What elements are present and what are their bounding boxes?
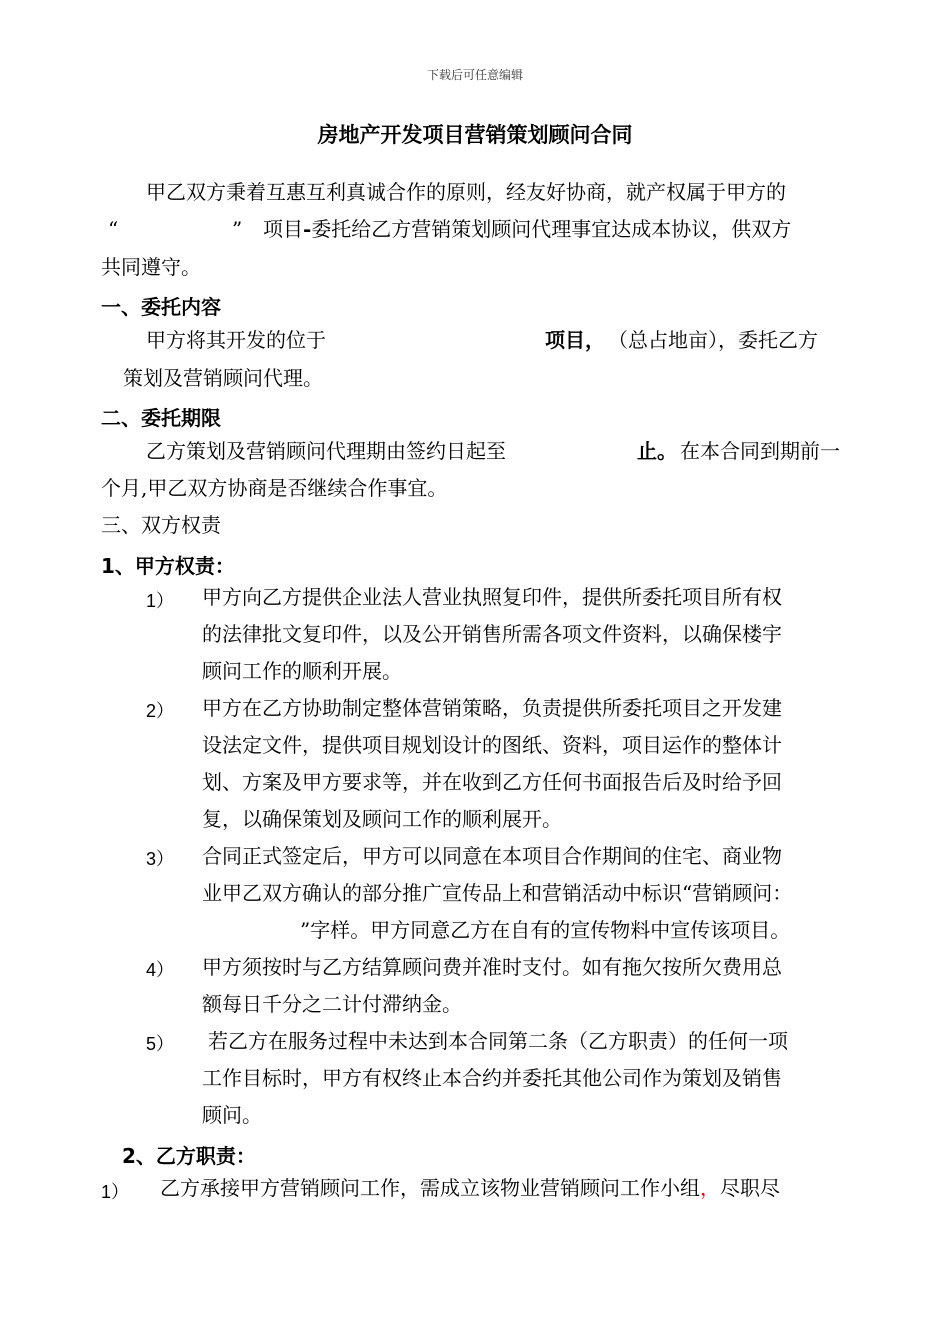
sec2-line-1a: 乙方策划及营销顾问代理期由签约日起至 <box>146 439 506 463</box>
item-1-line-1: 甲方向乙方提供企业法人营业执照复印件，提供所委托项目所有权 <box>202 585 782 609</box>
item-3-line-3: ”字样。甲方同意乙方在自有的宣传物料中宣传该项目。 <box>300 918 791 942</box>
page-header-note: 下载后可任意编辑 <box>426 68 523 82</box>
sec3-sub-2: 2、乙方职责： <box>122 1144 256 1168</box>
item-4-line-1: 甲方须按时与乙方结算顾问费并准时支付。如有拖欠按所欠费用总 <box>202 955 782 979</box>
item-2-line-2: 设法定文件，提供项目规划设计的图纸、资料，项目运作的整体计 <box>202 733 782 757</box>
b-item-1-tail: 尽职尽 <box>720 1176 780 1200</box>
sec3-sub-1: 1、甲方权责： <box>101 554 235 578</box>
item-3-line-1: 合同正式签定后，甲方可以同意在本项目合作期间的住宅、商业物 <box>202 844 782 868</box>
intro-project-word: 项目 <box>263 217 303 241</box>
sec2-line-2: 个月,甲乙双方协商是否继续合作事宜。 <box>101 476 448 500</box>
b-item-1-number: 1） <box>101 1182 130 1202</box>
item-2-line-4: 复，以确保策划及顾问工作的顺利展开。 <box>202 807 562 831</box>
sec1-line-2: 策划及营销顾问代理。 <box>123 366 323 390</box>
item-2-line-3: 划、方案及甲方要求等，并在收到乙方任何书面报告后及时给予回 <box>202 770 782 794</box>
intro-close-quote: ” <box>232 217 243 241</box>
item-4-number: 4） <box>146 960 175 980</box>
b-item-1-text: 乙方承接甲方营销顾问工作，需成立该物业营销顾问工作小组 <box>160 1176 700 1200</box>
intro-line-2-rest: 委托给乙方营销策划顾问代理事宜达成本协议，供双方 <box>311 217 792 241</box>
b-item-1-red-comma: ， <box>700 1176 720 1200</box>
b-item-1-line <box>160 1176 780 1200</box>
intro-line-1: 甲乙双方秉着互惠互利真诚合作的原则，经友好协商，就产权属于甲方的 <box>146 180 786 204</box>
item-2-number: 2） <box>146 701 175 721</box>
item-5-line-3: 顾问。 <box>202 1103 262 1127</box>
sec2-line-1b: 止。 <box>637 439 677 463</box>
section-1-heading: 一、委托内容 <box>101 295 221 319</box>
intro-dash: - <box>303 217 312 241</box>
item-3-number: 3） <box>146 849 175 869</box>
item-5-line-1: 若乙方在服务过程中未达到本合同第二条（乙方职责）的任何一项 <box>208 1029 788 1053</box>
sec1-line-1b: 项目， <box>545 328 605 352</box>
section-3-heading: 三、双方权责 <box>101 513 221 537</box>
sec2-line-1c: 在本合同到期前一 <box>680 439 840 463</box>
intro-open-quote: “ <box>108 217 119 241</box>
item-1-line-3: 顾问工作的顺利开展。 <box>202 659 402 683</box>
section-2-heading: 二、委托期限 <box>101 406 221 430</box>
sec1-line-1a: 甲方将其开发的位于 <box>146 328 326 352</box>
contract-title: 房地产开发项目营销策划顾问合同 <box>317 122 633 147</box>
item-5-line-2: 工作目标时，甲方有权终止本合约并委托其他公司作为策划及销售 <box>202 1066 782 1090</box>
sec1-line-1c: （总占地亩），委托乙方 <box>608 328 818 352</box>
item-1-number: 1） <box>146 591 175 611</box>
intro-line-3: 共同遵守。 <box>101 255 201 279</box>
item-2-line-1: 甲方在乙方协助制定整体营销策略，负责提供所委托项目之开发建 <box>202 696 782 720</box>
item-4-line-2: 额每日千分之二计付滞纳金。 <box>202 992 462 1016</box>
item-1-line-2: 的法律批文复印件，以及公开销售所需各项文件资料，以确保楼宇 <box>202 622 782 646</box>
intro-line-2 <box>263 217 791 241</box>
item-5-number: 5） <box>146 1034 175 1054</box>
item-3-line-2: 业甲乙双方确认的部分推广宣传品上和营销活动中标识“营销顾问： <box>202 881 793 905</box>
